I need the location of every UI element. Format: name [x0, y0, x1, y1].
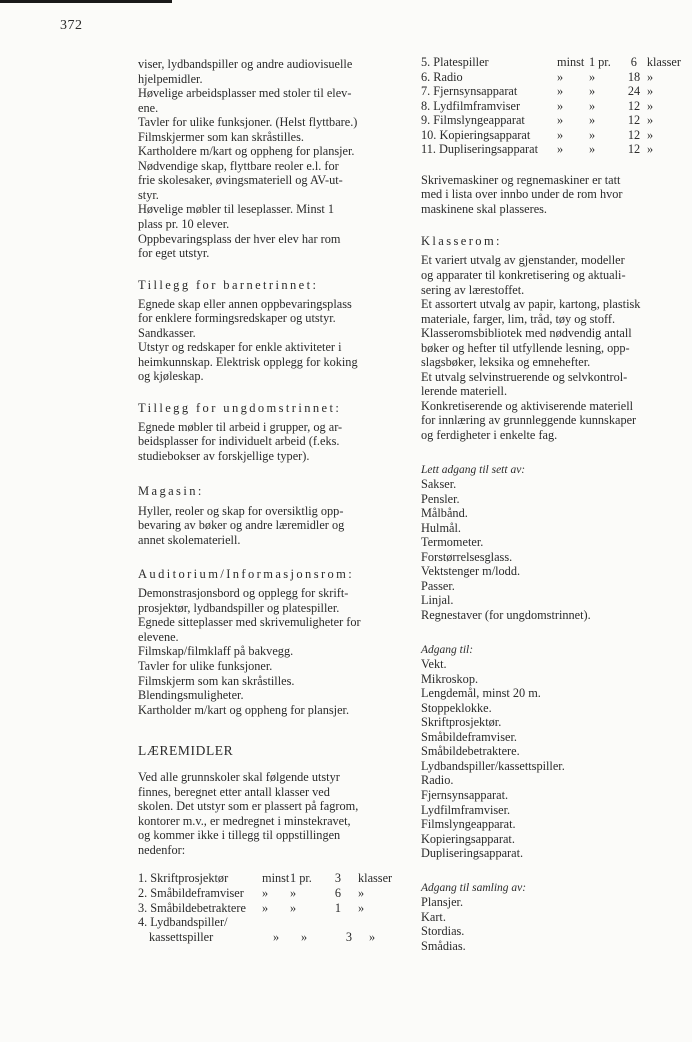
text-line: styr. [138, 187, 159, 202]
section-heading: Tillegg for ungdomstrinnet: [138, 400, 342, 415]
table-row [138, 901, 396, 916]
section-adgang-samling [421, 881, 681, 954]
list-item: Passer. [421, 578, 455, 593]
item-rate: » [589, 84, 596, 99]
text-line: beidsplasser for individuelt arbeid (f.eks. [138, 434, 340, 449]
item-qualifier: » [557, 84, 564, 99]
item-name: 1. Skriftprosjektør [138, 871, 229, 886]
table-row [421, 99, 681, 114]
table-row [138, 871, 396, 886]
item-rate: » [290, 885, 297, 900]
item-unit: » [647, 98, 654, 113]
list-item: Plansjer. [421, 895, 464, 910]
table-row [421, 142, 681, 157]
item-count: 24 [627, 84, 641, 99]
table-row [138, 930, 396, 945]
text-line: Oppbevaringsplass der hver elev har rom [138, 231, 341, 246]
list-item: Skriftprosjektør. [421, 715, 502, 730]
text-line: annet skolemateriell. [138, 532, 241, 547]
item-unit: klasser [358, 871, 393, 886]
list-item: Stordias. [421, 924, 465, 939]
item-unit: » [358, 900, 365, 915]
table-row [421, 113, 681, 128]
text-line: skolen. Det utstyr som er plassert på fagrom, [138, 799, 359, 814]
section-klasserom [421, 234, 681, 442]
section-lett-adgang [421, 463, 681, 623]
item-unit: » [358, 885, 365, 900]
item-unit: » [647, 69, 654, 84]
item-rate: 1 pr. [588, 55, 611, 69]
text-line: Egnede skap eller annen oppbevaringsplass [138, 296, 352, 311]
table-row [421, 55, 681, 70]
text-line: maskinene skal plasseres. [421, 201, 548, 216]
item-unit: klasser [646, 55, 681, 69]
item-count: 12 [627, 98, 641, 113]
item-count: 6 [334, 885, 342, 900]
text-line: Egnede sitteplasser med skrivemuligheter for [138, 615, 361, 630]
item-name: 3. Småbildebetraktere [138, 900, 246, 915]
text-line: og ferdigheter i enkelte fag. [421, 428, 558, 443]
text-line: Et utvalg selvinstruerende og selvkontrol- [421, 369, 628, 384]
text-line: viser, lydbandspiller og andre audiovisuelle [138, 57, 353, 71]
table-row [421, 84, 681, 99]
item-qualifier: » [557, 98, 564, 113]
text-line: for innlæring av grunnleggende kunnskaper [421, 413, 637, 428]
text-line: Kartholdere m/kart og oppheng for plansjer. [138, 144, 355, 159]
item-name: 7. Fjernsynsapparat [421, 84, 518, 99]
text-line: Ved alle grunnskoler skal følgende utstyr [138, 770, 340, 785]
section-auditorium [138, 567, 396, 717]
item-qualifier: » [273, 929, 280, 944]
text-line: Hyller, reoler og skap for oversiktlig opp- [138, 503, 344, 518]
item-unit: » [647, 84, 654, 99]
list-item: Forstørrelsesglass. [421, 549, 513, 564]
item-qualifier: minst [557, 55, 585, 69]
text-line: Kartholder m/kart og oppheng for plansjer. [138, 702, 350, 717]
note-block [421, 173, 681, 217]
list-item: Smådias. [421, 938, 466, 953]
item-unit: » [647, 142, 654, 157]
section-heading: Lett adgang til sett av: [421, 463, 526, 476]
item-qualifier: » [557, 69, 564, 84]
list-item: Lydfilmframviser. [421, 802, 511, 817]
list-item: Kart. [421, 909, 446, 924]
item-name: 8. Lydfilmframviser [421, 98, 521, 113]
equipment-table-continued [421, 55, 681, 157]
item-name: 2. Småbildeframviser [138, 885, 244, 900]
list-item: Dupliseringsapparat. [421, 846, 524, 861]
text-line: bevaring av bøker og andre læremidler og [138, 518, 345, 533]
text-line: ene. [138, 100, 159, 115]
item-count [318, 915, 358, 930]
item-unit: » [647, 113, 654, 128]
text-line: Utstyr og redskaper for enkle aktiviteter i [138, 340, 342, 355]
item-qualifier [262, 915, 290, 930]
list-item: Mikroskop. [421, 671, 479, 686]
item-qualifier: » [262, 900, 269, 915]
item-qualifier: » [557, 127, 564, 142]
item-count: 6 [630, 55, 637, 69]
list-item: Lengdemål, minst 20 m. [421, 686, 541, 701]
item-rate: » [589, 127, 596, 142]
text-line: Tavler for ulike funksjoner. [138, 658, 273, 673]
list-item: Småbildeframviser. [421, 729, 517, 744]
table-row [421, 128, 681, 143]
text-line: nedenfor: [138, 842, 186, 857]
item-count: 12 [627, 142, 641, 157]
text-line: og apparater til konkretisering og aktuali- [421, 268, 626, 283]
item-count: 18 [627, 69, 641, 84]
text-line: Sandkasser. [138, 325, 196, 340]
text-line: sering av lærestoffet. [421, 282, 525, 297]
text-line: Høvelige møbler til leseplasser. Minst 1 [138, 202, 335, 217]
text-line: Filmskjerm som kan skråstilles. [138, 673, 295, 688]
list-item: Filmslyngeapparat. [421, 817, 516, 832]
item-rate [290, 915, 318, 930]
text-line: kontorer m.v., er medregnet i minstekravet, [138, 813, 351, 828]
text-line: Demonstrasjonsbord og opplegg for skrift- [138, 586, 349, 601]
item-rate: 1 pr. [290, 871, 312, 886]
text-line: Høvelige arbeidsplasser med stoler til elev- [138, 86, 352, 101]
section-magasin [138, 484, 396, 548]
table-row [138, 886, 396, 901]
text-line: bøker og hefter til utfyllende lesning, opp- [421, 340, 630, 355]
section-barnetrinnet [138, 278, 396, 384]
text-line: Et assortert utvalg av papir, kartong, plastisk [421, 297, 641, 312]
item-rate: » [589, 142, 596, 157]
text-line: Nødvendige skap, flyttbare reoler e.l. for [138, 158, 339, 173]
right-column [421, 55, 681, 953]
top-rule [0, 0, 172, 3]
text-line: prosjektør, lydbandspiller og platespiller. [138, 600, 340, 615]
item-qualifier: » [557, 113, 564, 128]
list-item: Linjal. [421, 593, 454, 608]
equipment-table [138, 871, 396, 944]
text-line: frie skolesaker, øvingsmateriell og AV-ut- [138, 173, 343, 188]
text-line: Egnede møbler til arbeid i grupper, og ar- [138, 419, 343, 434]
item-unit: » [369, 929, 376, 944]
item-count: 3 [345, 929, 353, 944]
table-row [138, 915, 396, 930]
item-name: 10. Kopieringsapparat [421, 127, 531, 142]
text-line: Filmskap/filmklaff på bakvegg. [138, 644, 294, 659]
text-line: finnes, beregnet etter antall klasser ved [138, 784, 330, 799]
text-line: og kjøleskap. [138, 369, 204, 384]
text-line: hjelpemidler. [138, 71, 203, 86]
section-heading: Magasin: [138, 483, 204, 498]
list-item: Sakser. [421, 477, 457, 492]
text-line: Tavler for ulike funksjoner. (Helst flyttbare.) [138, 115, 358, 130]
text-line: Et variert utvalg av gjenstander, modeller [421, 253, 625, 268]
item-name: 6. Radio [421, 69, 463, 84]
list-item: Termometer. [421, 535, 484, 550]
list-item: Målbånd. [421, 506, 468, 521]
item-name: 9. Filmslyngeapparat [421, 113, 525, 128]
item-count: 3 [334, 871, 342, 886]
text-line: for enklere formingsredskaper og utstyr. [138, 311, 336, 326]
item-name: kassettspiller [149, 929, 214, 944]
section-ungdomstrinnet [138, 401, 396, 464]
section-heading: LÆREMIDLER [138, 743, 234, 759]
item-rate: » [301, 929, 308, 944]
list-item: Vektstenger m/lodd. [421, 564, 521, 579]
item-name: 11. Dupliseringsapparat [421, 142, 539, 157]
text-line: og kommer ikke i tillegg til oppstillingen [138, 828, 341, 843]
list-item: Hulmål. [421, 520, 461, 535]
text-line: Konkretiserende og aktiviserende materiell [421, 398, 634, 413]
item-rate: » [589, 113, 596, 128]
text-line: heimkunnskap. Elektrisk opplegg for koking [138, 354, 358, 369]
text-line: med i lista over innbo under de rom hvor [421, 187, 623, 202]
text-line: elevene. [138, 629, 179, 644]
item-count: 12 [627, 113, 641, 128]
text-line: lerende materiell. [421, 384, 508, 399]
item-qualifier: » [262, 885, 269, 900]
item-unit: » [647, 127, 654, 142]
item-qualifier: minst [262, 871, 290, 886]
section-heading: Klasserom: [421, 234, 502, 249]
text-line: slagsbøker, leksika og emnehefter. [421, 355, 591, 370]
item-rate: » [290, 900, 297, 915]
list-item: Småbildebetraktere. [421, 744, 520, 759]
section-heading: Tillegg for barnetrinnet: [138, 277, 319, 292]
table-row [421, 70, 681, 85]
list-item: Fjernsynsapparat. [421, 787, 509, 802]
list-item: Kopieringsapparat. [421, 831, 515, 846]
list-item: Stoppeklokke. [421, 700, 492, 715]
text-line: for eget utstyr. [138, 246, 210, 261]
text-line: Blendingsmuligheter. [138, 688, 244, 703]
intro-block [138, 57, 396, 261]
list-item: Lydbandspiller/kassettspiller. [421, 758, 565, 773]
text-line: Klasseromsbibliotek med nødvendig antall [421, 326, 632, 341]
section-laeremidler [138, 743, 396, 944]
text-line: Skrivemaskiner og regnemaskiner er tatt [421, 172, 621, 187]
page-number: 372 [60, 18, 83, 33]
item-qualifier: » [557, 142, 564, 157]
item-count: 1 [334, 900, 342, 915]
left-column [138, 57, 396, 944]
text-line: plass pr. 10 elever. [138, 217, 230, 232]
text-line: studiebokser av forskjellige typer). [138, 449, 310, 464]
item-count: 12 [627, 127, 641, 142]
text-line: Filmskjermer som kan skråstilles. [138, 129, 304, 144]
list-item: Vekt. [421, 657, 447, 672]
list-item: Pensler. [421, 491, 460, 506]
list-item: Radio. [421, 773, 454, 788]
section-adgang-til [421, 643, 681, 861]
section-heading: Adgang til samling av: [421, 881, 527, 894]
item-name: 4. Lydbandspiller/ [138, 915, 228, 930]
list-item: Regnestaver (for ungdomstrinnet). [421, 608, 591, 622]
item-rate: » [589, 98, 596, 113]
item-rate: » [589, 69, 596, 84]
section-heading: Adgang til: [421, 643, 474, 656]
section-heading: Auditorium/Informasjonsrom: [138, 567, 355, 582]
item-name: 5. Platespiller [421, 55, 489, 69]
text-line: materiale, farger, lim, tråd, tøy og stoff. [421, 311, 616, 326]
